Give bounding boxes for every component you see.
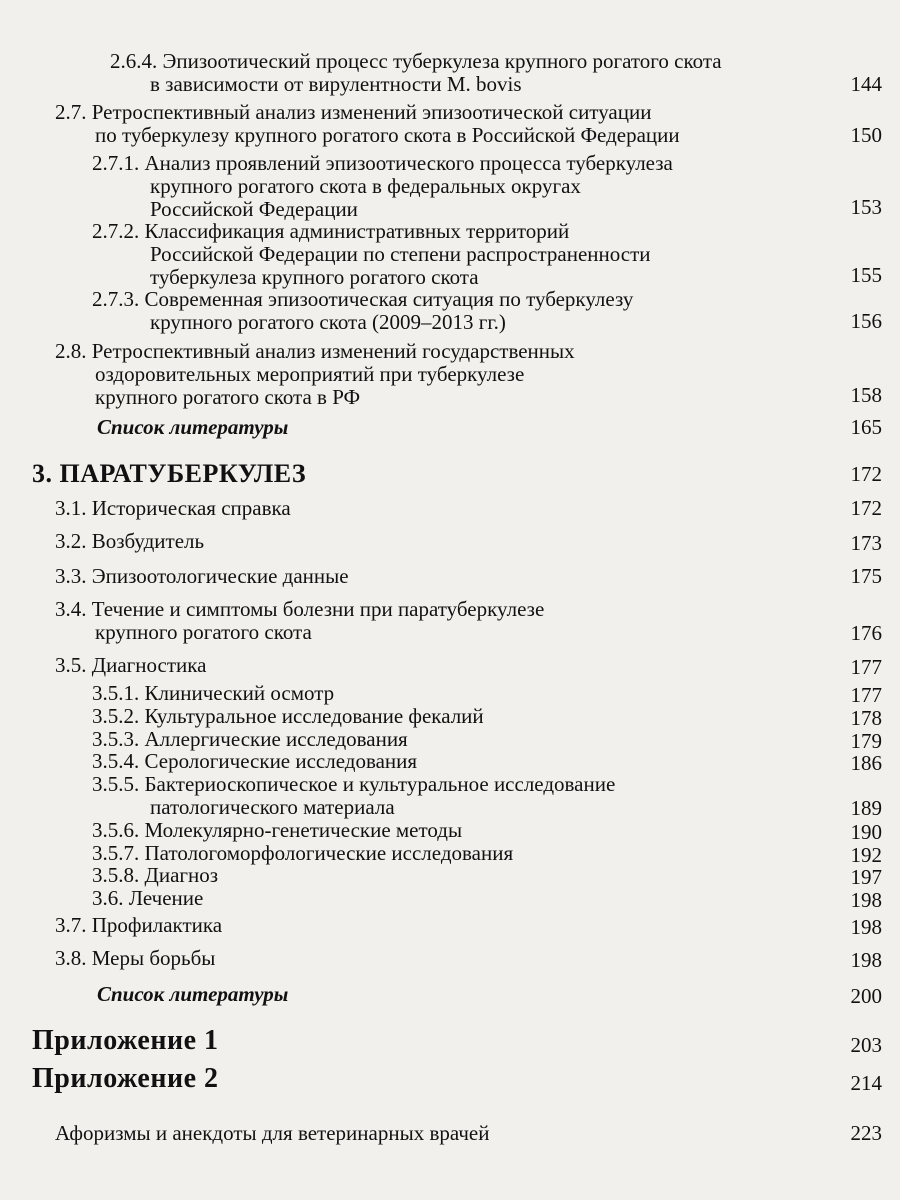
- toc-entry-3-1: 3.1. Историческая справка: [55, 496, 291, 520]
- references-label: Список литературы: [97, 415, 289, 439]
- toc-entry-aphorisms: Афоризмы и анекдоты для ветеринарных врачей: [55, 1121, 490, 1145]
- toc-entry-text: Российской Федерации по степени распространенности: [150, 242, 651, 266]
- page-number: 197: [850, 865, 882, 889]
- toc-entry-3-5: 3.5. Диагностика: [55, 653, 207, 677]
- toc-entry-2-7-2: [92, 220, 651, 289]
- page-number: 214: [850, 1071, 882, 1095]
- page-number: 176: [850, 621, 882, 645]
- toc-entry-2-6-4: [110, 50, 722, 96]
- toc-entry-3-5-3: 3.5.3. Аллергические исследования: [92, 727, 408, 751]
- toc-entry-text: оздоровительных мероприятий при туберкулезе: [95, 362, 525, 386]
- toc-entry-text: Российской Федерации: [150, 197, 358, 221]
- toc-entry-text: 3.4. Течение и симптомы болезни при паратуберкулезе: [55, 597, 545, 621]
- toc-entry-3-2: 3.2. Возбудитель: [55, 529, 205, 553]
- toc-entry-2-8: [55, 340, 575, 409]
- page-number: 200: [850, 984, 882, 1008]
- toc-entry-text: 2.8. Ретроспективный анализ изменений государственных: [55, 339, 575, 363]
- toc-entry-text: 2.7.2. Классификация административных территорий: [92, 219, 570, 243]
- toc-entry-3-5-5: [92, 773, 615, 819]
- page-number: 172: [850, 462, 882, 486]
- page-number: 153: [850, 195, 882, 219]
- page-number: 203: [850, 1033, 882, 1057]
- page-number: 186: [850, 751, 882, 775]
- page-number: 150: [850, 123, 882, 147]
- page-number: 158: [850, 383, 882, 407]
- toc-entry-2-7: [55, 101, 680, 147]
- appendix-heading: Приложение 2: [32, 1063, 219, 1094]
- toc-entry-text: 2.7.1. Анализ проявлений эпизоотического процесса туберкулеза: [92, 151, 673, 175]
- page-number: 198: [850, 948, 882, 972]
- toc-entry-2-7-3: [92, 288, 633, 334]
- toc-entry-3-5-7: 3.5.7. Патологоморфологические исследования: [92, 841, 514, 865]
- toc-entry-text: 2.6.4. Эпизоотический процесс туберкулеза крупного рогатого скота: [110, 49, 722, 73]
- page-number: 192: [850, 843, 882, 867]
- page-number: 177: [850, 683, 882, 707]
- page-number: 189: [850, 796, 882, 820]
- page-number: 223: [850, 1121, 882, 1145]
- toc-entry-text: 2.7.3. Современная эпизоотическая ситуация по туберкулезу: [92, 287, 634, 311]
- toc-entry-3-3: 3.3. Эпизоотологические данные: [55, 564, 349, 588]
- page-number: 179: [850, 729, 882, 753]
- toc-entry-text: 2.7. Ретроспективный анализ изменений эпизоотической ситуации: [55, 100, 652, 124]
- toc-entry-text: 3.5.5. Бактериоскопическое и культуральное исследование: [92, 772, 616, 796]
- page-number: 144: [850, 72, 882, 96]
- page-number: 177: [850, 655, 882, 679]
- toc-entry-text: крупного рогатого скота в РФ: [95, 385, 361, 409]
- toc-entry-3-6: 3.6. Лечение: [92, 886, 204, 910]
- toc-entry-text: по туберкулезу крупного рогатого скота в Российской Федерации: [95, 123, 680, 147]
- page-number: 156: [850, 309, 882, 333]
- page-number: 198: [850, 915, 882, 939]
- toc-entry-3-5-1: 3.5.1. Клинический осмотр: [92, 681, 335, 705]
- page-number: 165: [850, 415, 882, 439]
- toc-entry-text: в зависимости от вирулентности M. bovis: [150, 72, 522, 96]
- page-number: 190: [850, 820, 882, 844]
- appendix-heading: Приложение 1: [32, 1025, 219, 1056]
- toc-entry-3-5-6: 3.5.6. Молекулярно-генетические методы: [92, 818, 463, 842]
- toc-entry-3-5-4: 3.5.4. Серологические исследования: [92, 749, 418, 773]
- page-number: 175: [850, 564, 882, 588]
- toc-entry-3-4: [55, 598, 544, 644]
- toc-entry-text: крупного рогатого скота (2009–2013 гг.): [150, 310, 506, 334]
- page-number: 172: [850, 496, 882, 520]
- toc-entry-text: крупного рогатого скота: [95, 620, 312, 644]
- page-number: 155: [850, 263, 882, 287]
- toc-entry-text: патологического материала: [150, 795, 395, 819]
- chapter-heading: 3. ПАРАТУБЕРКУЛЕЗ: [32, 459, 307, 488]
- toc-entry-3-8: 3.8. Меры борьбы: [55, 946, 216, 970]
- toc-entry-3-5-2: 3.5.2. Культуральное исследование фекалий: [92, 704, 484, 728]
- page-number: 198: [850, 888, 882, 912]
- toc-entry-text: крупного рогатого скота в федеральных округах: [150, 174, 581, 198]
- toc-entry-2-7-1: [92, 152, 673, 221]
- toc-entry-3-5-8: 3.5.8. Диагноз: [92, 863, 219, 887]
- toc-entry-3-7: 3.7. Профилактика: [55, 913, 223, 937]
- page-number: 173: [850, 531, 882, 555]
- toc-entry-text: туберкулеза крупного рогатого скота: [150, 265, 479, 289]
- page-number: 178: [850, 706, 882, 730]
- references-label: Список литературы: [97, 982, 289, 1006]
